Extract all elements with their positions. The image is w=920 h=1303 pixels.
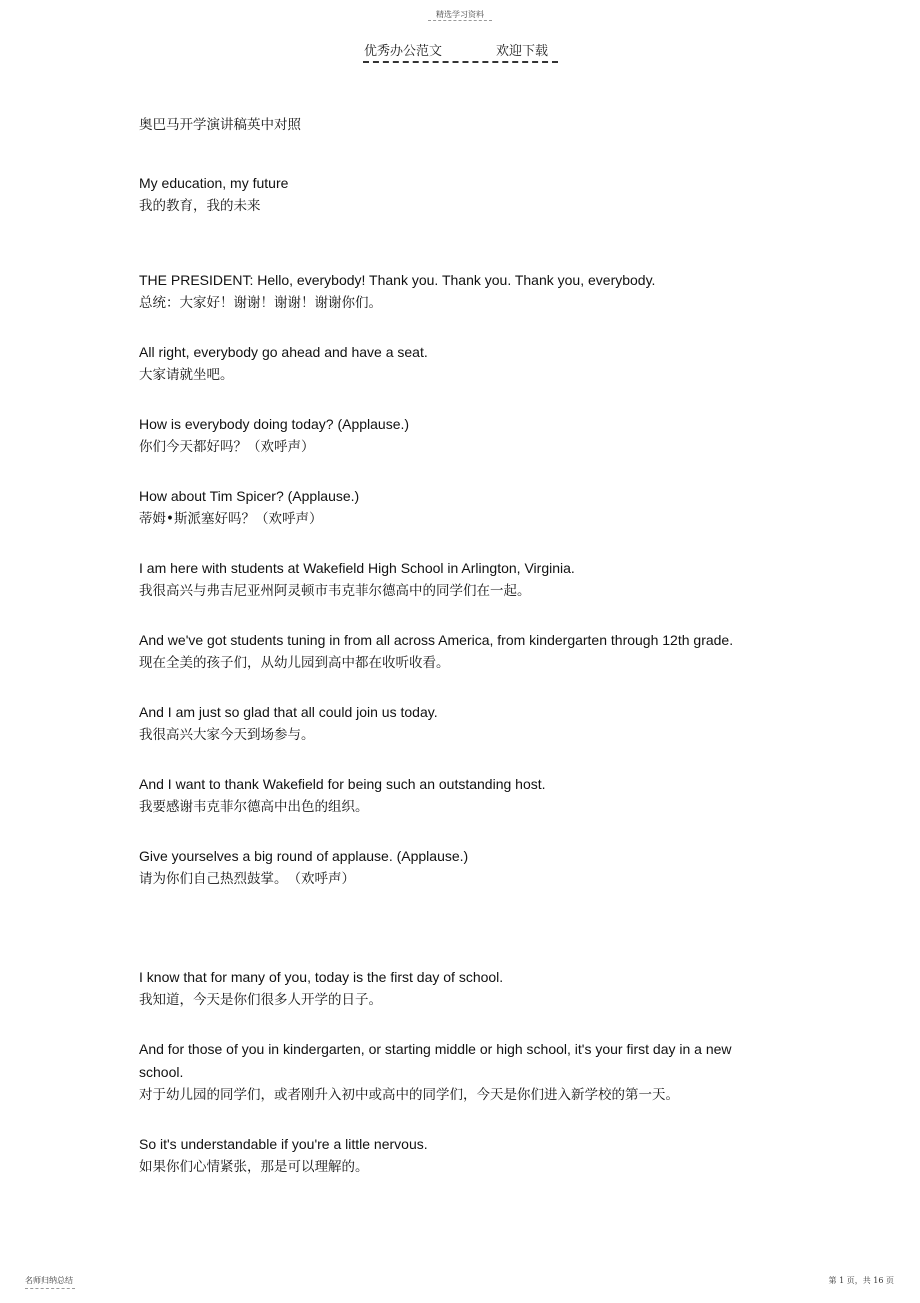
paragraph-pair [139,269,779,314]
footer-left-text: 名师归纳总结 [25,1276,73,1285]
english-line: How is everybody doing today? (Applause.) [139,416,410,432]
english-line: So it's understandable if you're a little nervous. [139,1136,428,1152]
paragraph-pair [139,701,779,746]
paragraph-pair [139,172,779,217]
document-title: 奥巴马开学演讲稿英中对照 [139,117,301,133]
english-line: How about Tim Spicer? (Applause.) [139,488,360,504]
chinese-line: 我很高兴与弗吉尼亚州阿灵顿市韦克菲尔德高中的同学们在一起。 [139,583,531,599]
paragraph-pair [139,485,779,530]
chinese-line: 蒂姆•斯派塞好吗？（欢呼声） [139,511,323,527]
paragraph-pair [139,629,779,674]
english-line: And we've got students tuning in from all across America, from kindergarten through 12th grade. [139,632,734,648]
paragraph-pair [139,773,779,818]
chinese-line: 总统：大家好！谢谢！谢谢！谢谢你们。 [139,295,382,311]
chinese-line: 我的教育，我的未来 [139,198,261,214]
paragraph-pair [139,557,779,602]
page-number: 第 1 页，共 16 页 [828,1276,894,1285]
footer-divider [25,1288,75,1289]
top-label-divider [428,20,492,21]
english-line: And for those of you in kindergarten, or starting middle or high school, it's your first day in a new school. [139,1041,732,1080]
chinese-line: 请为你们自己热烈鼓掌。 （欢呼声） [139,871,355,887]
chinese-line: 大家请就坐吧。 [139,367,234,383]
english-line: And I am just so glad that all could join us today. [139,704,438,720]
chinese-line: 现在全美的孩子们，从幼儿园到高中都在收听收看。 [139,655,450,671]
paragraph-pair [139,845,779,890]
english-line: I know that for many of you, today is the first day of school. [139,969,504,985]
paragraph-pair [139,413,779,458]
chinese-line: 对于幼儿园的同学们，或者刚升入初中或高中的同学们，今天是你们进入新学校的第一天。 [139,1087,679,1103]
english-line: Give yourselves a big round of applause. (Applause.) [139,848,469,864]
english-line: THE PRESIDENT: Hello, everybody! Thank you. Thank you. Thank you, everybody. [139,272,656,288]
chinese-line: 我很高兴大家今天到场参与。 [139,727,315,743]
english-line: I am here with students at Wakefield High School in Arlington, Virginia. [139,560,575,576]
english-line: My education, my future [139,175,289,191]
page-header [0,40,920,60]
chinese-line: 你们今天都好吗？（欢呼声） [139,439,315,455]
chinese-line: 如果你们心情紧张，那是可以理解的。 [139,1159,369,1175]
chinese-line: 我知道，今天是你们很多人开学的日子。 [139,992,382,1008]
english-line: All right, everybody go ahead and have a seat. [139,344,428,360]
paragraph-pair [139,341,779,386]
header-left-text: 优秀办公范文 [364,44,443,59]
paragraph-pair [139,966,779,1011]
english-line: And I want to thank Wakefield for being such an outstanding host. [139,776,546,792]
paragraph-pair [139,1038,779,1106]
top-label: 精选学习资料 [436,10,484,19]
paragraph-pair [139,1133,779,1178]
header-right-text: 欢迎下载 [496,44,549,59]
chinese-line: 我要感谢韦克菲尔德高中出色的组织。 [139,799,369,815]
header-divider [363,61,558,63]
document-body [139,116,779,1178]
